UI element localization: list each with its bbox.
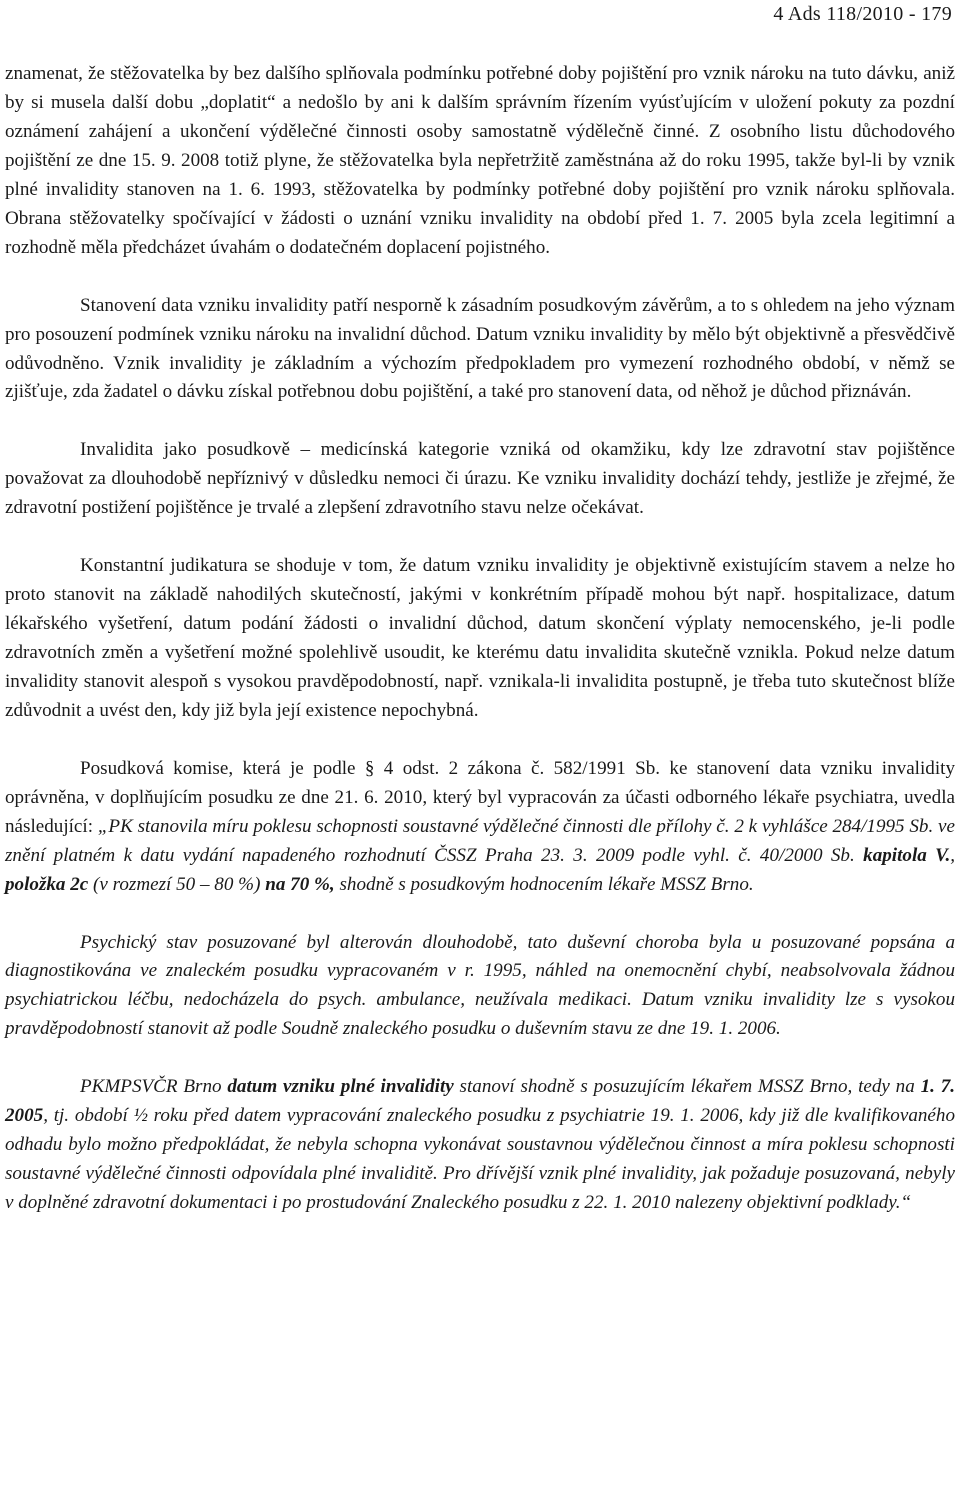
conclusion-end-text: , tj. období ½ roku před datem vypracování znaleckého posudku z psychiatrie 19. 1. 2006, kdy již dle kvalifikovaného odhadu bylo možno předpokládat, že nebyla schopna vykonávat soustavnou výdělečnou činnost a míra poklesu schopnosti soustavné výdělečné činnosti odpovídala plné invaliditě. Pro dřívější vznik plné invalidity, jak požaduje posuzovaná, nebyly v doplněné zdravotní dokumentaci i po prostudování Znaleckého posudku z 22. 1. 2010 nalezeny objektivní podklady.“: [5, 1105, 955, 1214]
item-reference: položka 2c: [5, 873, 89, 895]
quote-separator: ,: [950, 844, 955, 866]
paragraph-psychiatric-state: Psychický stav posuzované byl alterován dlouhodobě, tato duševní choroba byla u posuzované popsána a diagnostikována ve znaleckém posudku vypracovaném v r. 1995, náhled na onemocnění chybí, neabsolvovala žádnou psychiatrickou léčbu, nedocházela do psych. ambulance, neužívala medikaci. Datum vzniku invalidity lze s vysokou pravděpodobností stanovit až podle Soudně znaleckého posudku o duševním stavu ze dne 19. 1. 2006.: [5, 931, 955, 1040]
conclusion-middle-text: stanoví shodně s posuzujícím lékařem MSSZ Brno, tedy na: [453, 1076, 921, 1098]
percentage-value: na 70 %,: [265, 873, 335, 895]
commission-intro-text: Posudková komise, která je podle § 4 odst. 2 zákona č. 582/1991 Sb. ke stanovení data vzniku invalidity oprávněna, v doplňujícím posudku ze dne 21. 6. 2010, který byl vypracován za účasti odborného lékaře psychiatra, uvedla následující:: [5, 757, 955, 837]
invalidity-date-value: 1. 7. 2005: [5, 1076, 956, 1127]
full-invalidity-date-label: datum vzniku plné invalidity: [227, 1076, 454, 1098]
document-body: [5, 60, 955, 1218]
paragraph-continuation: znamenat, že stěžovatelka by bez dalšího splňovala podmínku potřebné doby pojištění pro vznik nároku na tuto dávku, aniž by si musela další dobu „doplatit“ a nedošlo by ani k dalším správním řízením vyúsťujícím v uložení pokuty za pozdní oznámení zahájení a ukončení výdělečné činnosti osoby samostatně výdělečně činné. Z osobního listu důchodového pojištění ze dne 15. 9. 2008 totiž plyne, že stěžovatelka byla nepřetržitě zaměstnána až do roku 1995, takže byl-li by vznik plné invalidity stanoven na 1. 6. 1993, stěžovatelka by podmínky potřebné doby pojištění pro vznik nároku splňovala. Obrana stěžovatelky spočívající v žádosti o uznání vzniku invalidity na období před 1. 7. 2005 byla zcela legitimní a rozhodně měla předcházet úvahám o dodatečném doplacení pojistného.: [5, 63, 955, 258]
range-text: (v rozmezí 50 – 80 %): [88, 873, 266, 895]
paragraph-commission-opinion: [5, 755, 955, 900]
assessment-text: shodně s posudkovým hodnocením lékaře MSSZ Brno.: [334, 873, 754, 895]
conclusion-intro-text: PKMPSVČR Brno: [80, 1076, 228, 1098]
chapter-reference: kapitola V.: [863, 844, 951, 866]
paragraph-invalidity-date: Stanovení data vzniku invalidity patří nesporně k zásadním posudkovým závěrům, a to s ohledem na jeho význam pro posouzení podmínek vzniku nároku na invalidní důchod. Datum vzniku invalidity by mělo být objektivně a přesvědčivě odůvodněno. Vznik invalidity je základním a výchozím předpokladem pro vymezení rozhodného období, v němž se zjišťuje, zda žadatel o dávku získal potřebnou dobu pojištění, a také pro stanovení data, od něhož je důchod přiznáván.: [5, 294, 955, 403]
case-reference: 4 Ads 118/2010 - 179: [773, 3, 952, 25]
paragraph-case-law: Konstantní judikatura se shoduje v tom, že datum vzniku invalidity je objektivně existujícím stavem a nelze ho proto stanovit na základě nahodilých skutečností, jakými v konkrétním případě mohou být např. hospitalizace, datum lékařského vyšetření, datum podání žádosti o invalidní důchod, datum skončení výplaty nemocenského, je-li podle zdravotních změn a vyšetření možné spolehlivě usoudit, ke kterému datu invalidita skutečně vznikla. Pokud nelze datum invalidity stanovit alespoň s vysokou pravděpodobností, např. vznikala-li invalidita postupně, je třeba tuto skutečnost blíže zdůvodnit a uvést den, kdy již byla její existence nepochybná.: [5, 555, 955, 721]
paragraph-commission-conclusion: [5, 1073, 955, 1218]
commission-quote-text: „PK stanovila míru poklesu schopnosti soustavné výdělečné činnosti dle přílohy č. 2 k vyhlášce 284/1995 Sb. ve znění platném k datu vydání napadeného rozhodnutí ČSSZ Praha 23. 3. 2009 podle vyhl. č. 40/2000 Sb.: [5, 815, 955, 866]
paragraph-invalidity-definition: Invalidita jako posudkově – medicínská kategorie vzniká od okamžiku, kdy lze zdravotní stav pojištěnce považovat za dlouhodobě nepříznivý v důsledku nemoci či úrazu. Ke vzniku invalidity dochází tehdy, jestliže je zřejmé, že zdravotní postižení pojištěnce je trvalé a zlepšení zdravotního stavu nelze očekávat.: [5, 439, 955, 519]
